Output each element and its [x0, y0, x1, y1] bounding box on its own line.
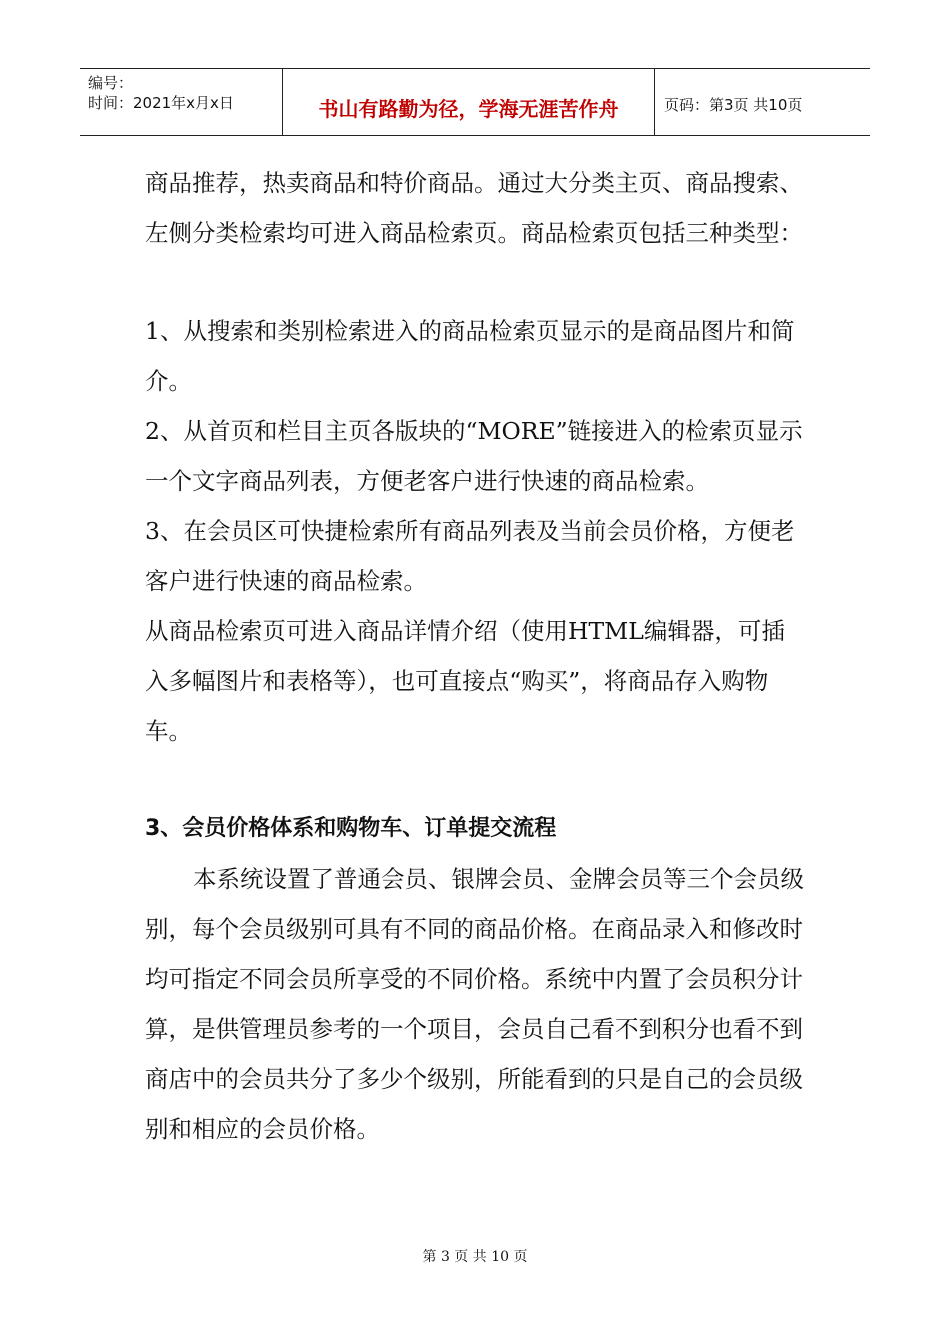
list-item-2: 2、从首页和栏目主页各版块的“MORE”链接进入的检索页显示一个文字商品列表，方便老客户进行快速的商品检索。 — [145, 417, 803, 495]
paragraph-intro: 商品推荐，热卖商品和特价商品。通过大分类主页、商品搜索、左侧分类检索均可进入商品检索页。商品检索页包括三种类型： — [145, 169, 803, 247]
page-header — [80, 68, 870, 136]
page-footer: 第 3 页 共 10 页 — [422, 1249, 528, 1265]
spacer — [145, 258, 805, 306]
section-heading: 3、会员价格体系和购物车、订单提交流程 — [145, 816, 557, 841]
header-meta — [80, 69, 282, 135]
paragraph-member-system: 本系统设置了普通会员、银牌会员、金牌会员等三个会员级别，每个会员级别可具有不同的商品价格。在商品录入和修改时均可指定不同会员所享受的不同价格。系统中内置了会员积分计算，是供管理员参考的一个项目，会员自己看不到积分也看不到商店中的会员共分了多少个级别，所能看到的只是自己的会员级别和相应的会员价格。 — [145, 865, 804, 1143]
document-number-label: 编号： — [88, 74, 134, 92]
list-item-3: 3、在会员区可快捷检索所有商品列表及当前会员价格，方便老客户进行快速的商品检索。 — [145, 517, 795, 595]
spacer — [145, 756, 805, 804]
header-page-info: 页码：第3页 共10页 — [664, 96, 803, 114]
document-body — [145, 158, 805, 1154]
paragraph-detail: 从商品检索页可进入商品详情介绍（使用HTML编辑器，可插入多幅图片和表格等），也可直接点“购买”，将商品存入购物车。 — [145, 617, 785, 745]
header-motto: 书山有路勤为径，学海无涯苦作舟 — [318, 97, 619, 121]
header-motto-cell — [282, 69, 655, 135]
list-item-1: 1、从搜索和类别检索进入的商品检索页显示的是商品图片和简介。 — [145, 317, 795, 395]
header-page-cell — [655, 69, 870, 135]
document-time-label: 时间：2021年x月x日 — [88, 94, 234, 112]
